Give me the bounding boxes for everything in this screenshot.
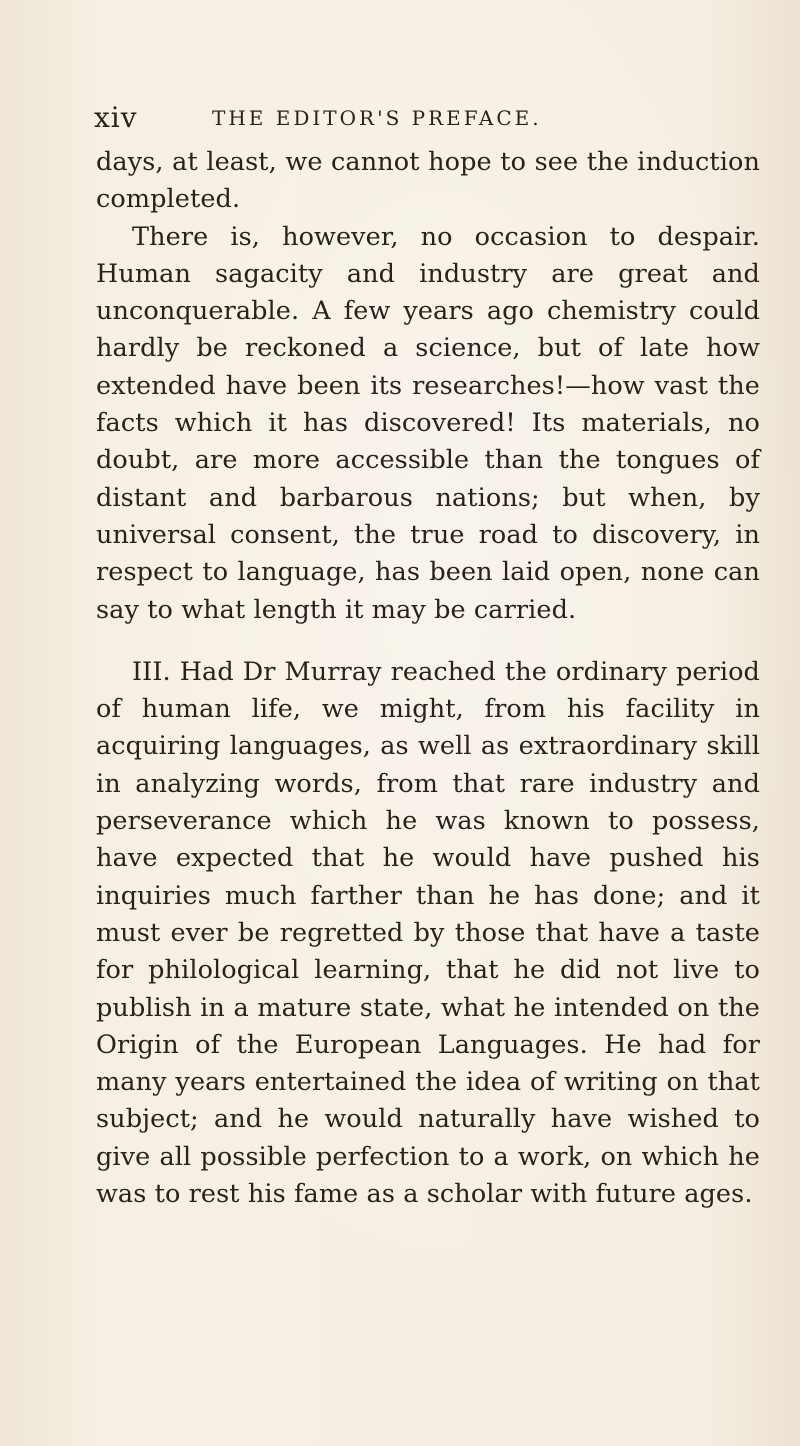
- page-number: xiv: [94, 101, 138, 134]
- paragraph-continued: days, at least, we cannot hope to see the induction completed.: [96, 147, 760, 215]
- body-text: [96, 144, 760, 1213]
- running-head: [0, 101, 800, 144]
- paragraph-despair: There is, however, no occasion to despair. Human sagacity and industry are great and unconquerable. A few years ago chemistry could hardly be reckoned a science, but of late how extended have been its researches!—how vast the facts which it has discovered! Its materials, no doubt, are more accessible than the tongues of distant and barbarous nations; but when, by universal consent, the true road to discovery, in respect to language, has been laid open, none can say to what length it may be carried.: [96, 221, 760, 625]
- paragraph-section-iii: III. Had Dr Murray reached the ordinary period of human life, we might, from his facility in acquiring languages, as well as extraordinary skill in analyzing words, from that rare industry and perseverance which he was known to possess, have expected that he would have pushed his inquiries much farther than he has done; and it must ever be regretted by those that have a taste for philological learning, that he did not live to publish in a mature state, what he intended on the Origin of the European Languages. He had for many years entertained the idea of writing on that subject; and he would naturally have wished to give all possible perfection to a work, on which he was to rest his fame as a scholar with future ages.: [96, 656, 760, 1210]
- running-title: THE EDITOR'S PREFACE.: [212, 106, 542, 130]
